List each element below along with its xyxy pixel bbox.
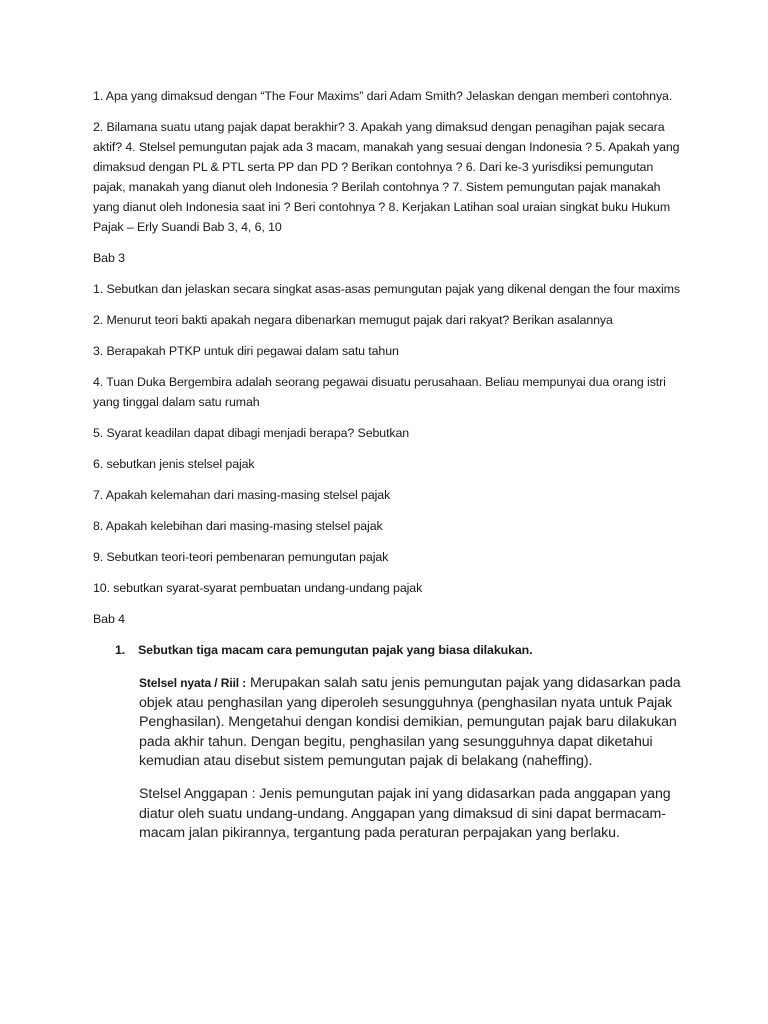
- list-number: 1.: [115, 643, 126, 657]
- bab-3-heading: Bab 3: [93, 251, 125, 265]
- bab-3-item-6: 6. sebutkan jenis stelsel pajak: [93, 457, 255, 471]
- stelsel-nyata-text: Merupakan salah satu jenis pemungutan pajak yang didasarkan pada objek atau penghasilan yang diperoleh sesungguhnya (penghasilan nyata untuk Pajak Penghasilan). Mengetahui dengan kondisi demikian, pemungutan pajak baru dilakukan pada akhir tahun. Dengan begitu, penghasilan yang sesungguhnya dapat diketahui kemudian atau disebut sistem pemungutan pajak di belakang (naheffing).: [139, 675, 681, 770]
- bab-3-item-9: 9. Sebutkan teori-teori pembenaran pemungutan pajak: [93, 550, 389, 564]
- intro-question-1: 1. Apa yang dimaksud dengan “The Four Maxims” dari Adam Smith? Jelaskan dengan memberi contohnya.: [93, 89, 673, 103]
- bab-3-item-8: 8. Apakah kelebihan dari masing-masing stelsel pajak: [93, 519, 383, 533]
- list-item-text: Sebutkan tiga macam cara pemungutan pajak yang biasa dilakukan.: [138, 643, 533, 657]
- bab-3-item-2: 2. Menurut teori bakti apakah negara dibenarkan memugut pajak dari rakyat? Berikan asalannya: [93, 313, 613, 327]
- bab-3-item-4: 4. Tuan Duka Bergembira adalah seorang pegawai disuatu perusahaan. Beliau mempunyai dua orang istri yang tinggal dalam satu rumah: [93, 375, 666, 409]
- bab-3-item-5: 5. Syarat keadilan dapat dibagi menjadi berapa? Sebutkan: [93, 426, 410, 440]
- bab-4-list-item: [93, 640, 683, 660]
- document-body: [93, 86, 683, 857]
- bab-4-heading: Bab 4: [93, 612, 125, 626]
- bab-3-item-10: 10. sebutkan syarat-syarat pembuatan undang-undang pajak: [93, 581, 423, 595]
- bab-3-item-7: 7. Apakah kelemahan dari masing-masing stelsel pajak: [93, 488, 391, 502]
- stelsel-nyata-label: Stelsel nyata / Riil :: [139, 676, 247, 690]
- stelsel-nyata-paragraph: [93, 674, 683, 772]
- bab-3-item-3: 3. Berapakah PTKP untuk diri pegawai dalam satu tahun: [93, 344, 399, 358]
- intro-questions-2-8: 2. Bilamana suatu utang pajak dapat berakhir? 3. Apakah yang dimaksud dengan penagihan pajak secara aktif? 4. Stelsel pemungutan pajak ada 3 macam, manakah yang sesuai dengan Indonesia ? 5. Apakah yang dimaksud dengan PL & PTL serta PP dan PD ? Berikan contohnya ? 6. Dari ke-3 yurisdiksi pemungutan pajak, manakah yang dianut oleh Indonesia ? Berilah contohnya ? 7. Sistem pemungutan pajak manakah yang dianut oleh Indonesia saat ini ? Beri contohnya ? 8. Kerjakan Latihan soal uraian singkat buku Hukum Pajak – Erly Suandi Bab 3, 4, 6, 10: [93, 120, 680, 234]
- bab-3-item-1: 1. Sebutkan dan jelaskan secara singkat asas-asas pemungutan pajak yang dikenal dengan the four maxims: [93, 282, 680, 296]
- stelsel-anggapan-paragraph: Stelsel Anggapan : Jenis pemungutan pajak ini yang didasarkan pada anggapan yang diatur oleh suatu undang-undang. Anggapan yang dimaksud di sini dapat bermacam-macam jalan pikirannya, tergantung pada peraturan perpajakan yang berlaku.: [139, 785, 671, 842]
